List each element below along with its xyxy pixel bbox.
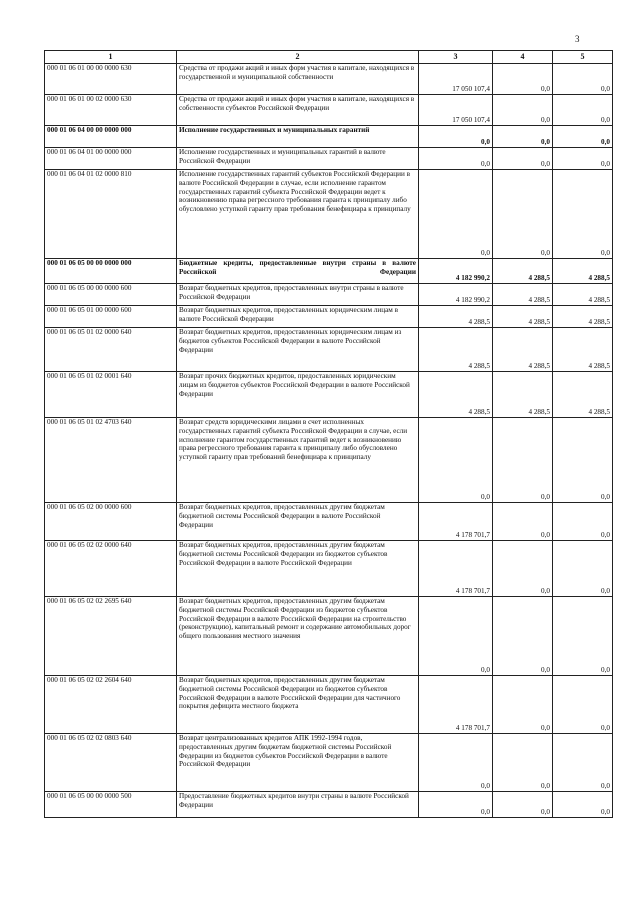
description-cell: Возврат бюджетных кредитов, предоставленных другим бюджетам бюджетной системы Российской Федерации в валюте Российской Федерации [177, 503, 419, 541]
budget-code-cell: 000 01 06 05 01 02 0001 640 [45, 372, 177, 418]
column-4-value: 0,0 [493, 95, 553, 126]
column-3-value: 4 288,5 [419, 306, 493, 328]
column-5-value: 0,0 [553, 148, 613, 170]
column-5-value: 4 288,5 [553, 372, 613, 418]
column-4-value: 0,0 [493, 503, 553, 541]
budget-code-cell: 000 01 06 05 01 02 4703 640 [45, 418, 177, 503]
column-5-value: 0,0 [553, 676, 613, 734]
column-3-value: 17 050 107,4 [419, 64, 493, 95]
column-3-value: 0,0 [419, 126, 493, 148]
table-row [45, 170, 613, 259]
description-cell: Возврат бюджетных кредитов, предоставленных другим бюджетам бюджетной системы Российской Федерации из бюджетов субъектов Российской Федерации в валюте Российской Федерации [177, 541, 419, 597]
column-4-value: 0,0 [493, 64, 553, 95]
budget-code-cell: 000 01 06 05 02 02 2695 640 [45, 597, 177, 676]
column-3-value: 0,0 [419, 734, 493, 792]
table-row [45, 259, 613, 284]
column-4-value: 0,0 [493, 148, 553, 170]
budget-code-cell: 000 01 06 05 01 00 0000 600 [45, 306, 177, 328]
column-5-value: 0,0 [553, 64, 613, 95]
page-number: 3 [575, 34, 580, 44]
description-cell: Возврат бюджетных кредитов, предоставленных другим бюджетам бюджетной системы Российской Федерации из бюджетов субъектов Российской Федерации в валюте Российской Федерации для частичного покрытия дефицита местного бюджета [177, 676, 419, 734]
column-4-value: 4 288,5 [493, 306, 553, 328]
column-4-value: 4 288,5 [493, 259, 553, 284]
table-row [45, 95, 613, 126]
column-4-value: 4 288,5 [493, 372, 553, 418]
column-5-value: 0,0 [553, 170, 613, 259]
column-3-value: 4 182 990,2 [419, 259, 493, 284]
column-5-value: 4 288,5 [553, 306, 613, 328]
budget-code-cell: 000 01 06 01 00 02 0000 630 [45, 95, 177, 126]
column-5-value: 0,0 [553, 541, 613, 597]
table-row [45, 148, 613, 170]
description-cell: Возврат бюджетных кредитов, предоставленных другим бюджетам бюджетной системы Российской Федерации из бюджетов субъектов Российской Федерации в валюте Российской Федерации на строительство (реконструкцию), капитальный ремонт и содержание автомобильных дорог общего пользования местного значения [177, 597, 419, 676]
column-4-value: 0,0 [493, 676, 553, 734]
column-3-value: 0,0 [419, 148, 493, 170]
description-cell: Возврат прочих бюджетных кредитов, предоставленных юридическим лицам из бюджетов субъектов Российской Федерации в валюте Российской Федерации [177, 372, 419, 418]
description-cell: Бюджетные кредиты, предоставленные внутри страны в валюте Российской Федерации [177, 259, 419, 284]
column-5-value: 0,0 [553, 95, 613, 126]
column-4-value: 4 288,5 [493, 284, 553, 306]
budget-code-cell: 000 01 06 05 00 00 0000 500 [45, 792, 177, 818]
column-3-value: 4 178 701,7 [419, 676, 493, 734]
column-4-value: 0,0 [493, 418, 553, 503]
column-4-value: 0,0 [493, 126, 553, 148]
table-header-row [45, 51, 613, 64]
column-4-value: 0,0 [493, 541, 553, 597]
column-5-value: 0,0 [553, 792, 613, 818]
budget-table [44, 50, 613, 818]
budget-code-cell: 000 01 06 05 02 02 0803 640 [45, 734, 177, 792]
column-3-value: 0,0 [419, 170, 493, 259]
column-3-value: 4 182 990,2 [419, 284, 493, 306]
description-cell: Исполнение государственных и муниципальных гарантий в валюте Российской Федерации [177, 148, 419, 170]
budget-code-cell: 000 01 06 05 02 02 2604 640 [45, 676, 177, 734]
column-5-value: 4 288,5 [553, 259, 613, 284]
table-row [45, 541, 613, 597]
column-4-value: 4 288,5 [493, 328, 553, 372]
column-4-value: 0,0 [493, 597, 553, 676]
column-4-value: 0,0 [493, 734, 553, 792]
column-5-value: 0,0 [553, 418, 613, 503]
budget-code-cell: 000 01 06 05 02 00 0000 600 [45, 503, 177, 541]
budget-code-cell: 000 01 06 04 01 00 0000 000 [45, 148, 177, 170]
table-row [45, 306, 613, 328]
column-5-value: 0,0 [553, 597, 613, 676]
column-5-value: 4 288,5 [553, 284, 613, 306]
column-3-value: 4 178 701,7 [419, 541, 493, 597]
description-cell: Предоставление бюджетных кредитов внутри страны в валюте Российской Федерации [177, 792, 419, 818]
description-cell: Средства от продажи акций и иных форм участия в капитале, находящихся в собственности субъектов Российской Федерации [177, 95, 419, 126]
column-header-4: 4 [493, 51, 553, 64]
column-3-value: 4 288,5 [419, 328, 493, 372]
column-5-value: 0,0 [553, 126, 613, 148]
column-5-value: 0,0 [553, 734, 613, 792]
budget-code-cell: 000 01 06 01 00 00 0000 630 [45, 64, 177, 95]
column-3-value: 17 050 107,4 [419, 95, 493, 126]
description-cell: Возврат централизованных кредитов АПК 1992-1994 годов, предоставленных другим бюджетам бюджетной системы Российской Федерации из бюджетов субъектов Российской Федерации в валюте Российской Федерации [177, 734, 419, 792]
budget-code-cell: 000 01 06 05 02 02 0000 640 [45, 541, 177, 597]
budget-code-cell: 000 01 06 05 00 00 0000 000 [45, 259, 177, 284]
budget-code-cell: 000 01 06 05 00 00 0000 600 [45, 284, 177, 306]
description-cell: Возврат бюджетных кредитов, предоставленных юридическим лицам из бюджетов субъектов Российской Федерации в валюте Российской Федерации [177, 328, 419, 372]
description-cell: Возврат бюджетных кредитов, предоставленных внутри страны в валюте Российской Федерации [177, 284, 419, 306]
column-3-value: 0,0 [419, 418, 493, 503]
column-5-value: 0,0 [553, 503, 613, 541]
table-row [45, 284, 613, 306]
column-3-value: 4 288,5 [419, 372, 493, 418]
table-row [45, 64, 613, 95]
budget-code-cell: 000 01 06 05 01 02 0000 640 [45, 328, 177, 372]
description-cell: Исполнение государственных и муниципальных гарантий [177, 126, 419, 148]
column-4-value: 0,0 [493, 170, 553, 259]
description-cell: Возврат бюджетных кредитов, предоставленных юридическим лицам в валюте Российской Федерации [177, 306, 419, 328]
description-cell: Исполнение государственных гарантий субъектов Российской Федерации в валюте Российской Федерации в случае, если исполнение гарантом государственных гарантий субъекта Российской Федерации ведет к возникновению права регрессного требования гаранта к принципалу либо обусловлено уступкой гаранту прав требования бенефициара к принципалу [177, 170, 419, 259]
column-4-value: 0,0 [493, 792, 553, 818]
column-header-3: 3 [419, 51, 493, 64]
description-cell: Возврат средств юридическими лицами в счет исполненных государственных гарантий субъекта Российской Федерации в случае, если исполнение гарантом государственных гарантий ведет к возникновению права регрессного требования гаранта к принципалу либо обусловлено уступкой гаранту прав требований бенефициара к принципалу [177, 418, 419, 503]
budget-code-cell: 000 01 06 04 01 02 0000 810 [45, 170, 177, 259]
column-5-value: 4 288,5 [553, 328, 613, 372]
column-3-value: 4 178 701,7 [419, 503, 493, 541]
table-row [45, 597, 613, 676]
budget-code-cell: 000 01 06 04 00 00 0000 000 [45, 126, 177, 148]
table-row [45, 676, 613, 734]
table-row [45, 126, 613, 148]
column-3-value: 0,0 [419, 792, 493, 818]
column-header-1: 1 [45, 51, 177, 64]
column-3-value: 0,0 [419, 597, 493, 676]
description-cell: Средства от продажи акций и иных форм участия в капитале, находящихся в государственной и муниципальной собственности [177, 64, 419, 95]
table-row [45, 503, 613, 541]
table-row [45, 734, 613, 792]
table-row [45, 792, 613, 818]
table-row [45, 372, 613, 418]
column-header-5: 5 [553, 51, 613, 64]
table-row [45, 328, 613, 372]
table-row [45, 418, 613, 503]
column-header-2: 2 [177, 51, 419, 64]
